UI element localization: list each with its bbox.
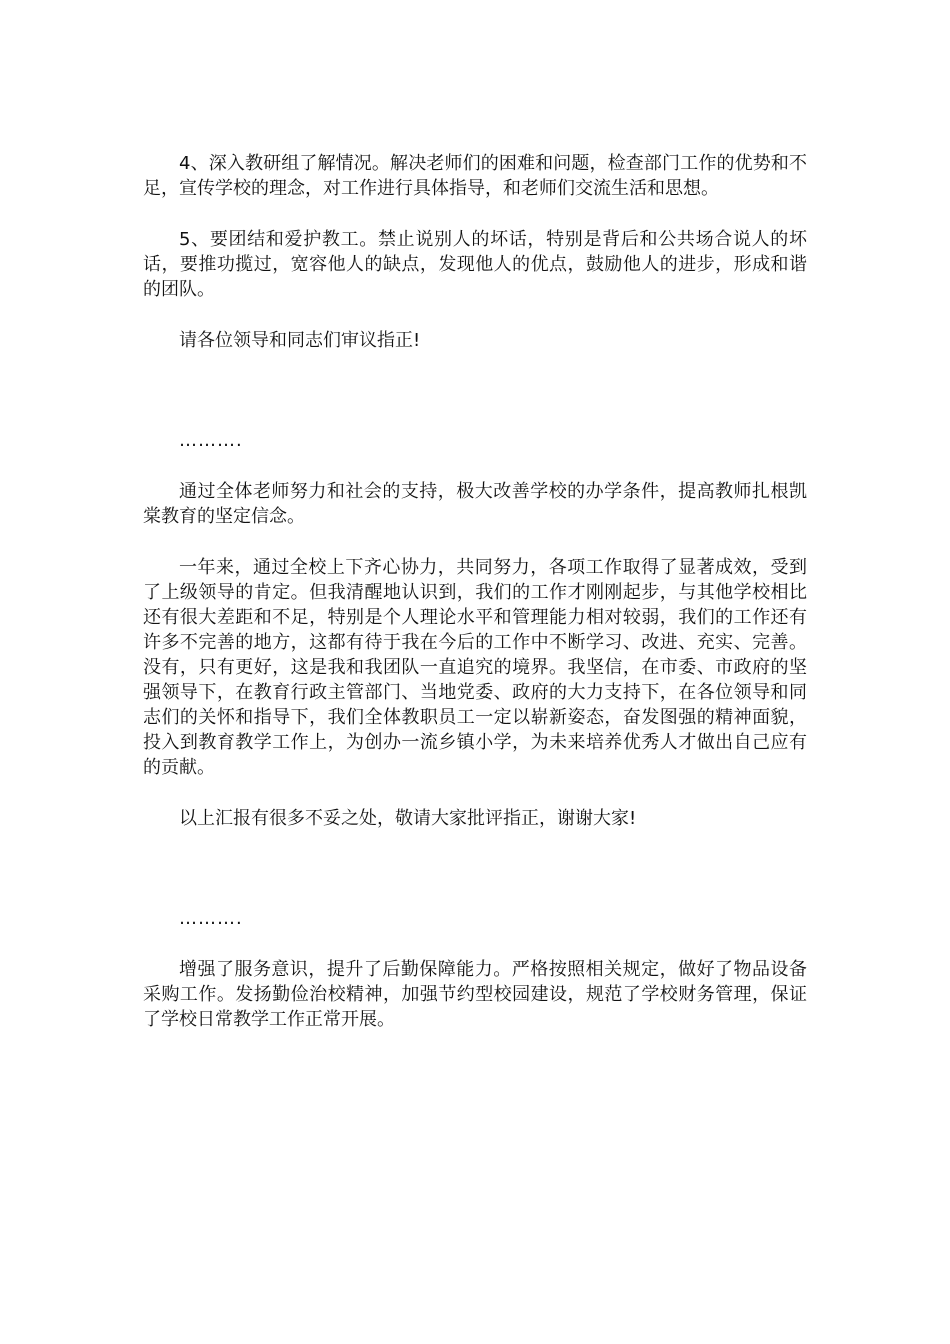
paragraph-closing-request: 请各位领导和同志们审议指正! xyxy=(179,330,421,351)
section-gap xyxy=(143,857,807,906)
document-body xyxy=(143,151,807,1058)
section-ellipsis: ………. xyxy=(179,908,243,929)
section-ellipsis: ………. xyxy=(179,430,243,451)
paragraph-point-5: 5、要团结和爱护教工。禁止说别人的坏话，特别是背后和公共场合说人的坏话，要推功揽过，宽容他人的缺点，发现他人的优点，鼓励他人的进步，形成和谐的团队。 xyxy=(143,229,807,300)
paragraph-logistics: 增强了服务意识，提升了后勤保障能力。严格按照相关规定，做好了物品设备采购工作。发扬勤俭治校精神，加强节约型校园建设，规范了学校财务管理，保证了学校日常教学工作正常开展。 xyxy=(143,959,807,1030)
paragraph-thanks: 以上汇报有很多不妥之处，敬请大家批评指正，谢谢大家! xyxy=(179,808,637,829)
section-gap xyxy=(143,379,807,428)
paragraph-point-4: 4、深入教研组了解情况。解决老师们的困难和问题，检查部门工作的优势和不足，宣传学校的理念，对工作进行具体指导，和老师们交流生活和思想。 xyxy=(143,153,807,199)
paragraph-conditions: 通过全体老师努力和社会的支持，极大改善学校的办学条件，提高教师扎根凯棠教育的坚定信念。 xyxy=(143,481,807,527)
paragraph-year-summary: 一年来，通过全校上下齐心协力，共同努力，各项工作取得了显著成效，受到了上级领导的肯定。但我清醒地认识到，我们的工作才刚刚起步，与其他学校相比还有很大差距和不足，特别是个人理论水平和管理能力相对较弱，我们的工作还有许多不完善的地方，这都有待于我在今后的工作中不断学习、改进、充实、完善。没有，只有更好，这是我和我团队一直追究的境界。我坚信，在市委、市政府的坚强领导下，在教育行政主管部门、当地党委、政府的大力支持下，在各位领导和同志们的关怀和指导下，我们全体教职员工一定以崭新姿态，奋发图强的精神面貌，投入到教育教学工作上，为创办一流乡镇小学，为未来培养优秀人才做出自己应有的贡献。 xyxy=(143,557,807,778)
